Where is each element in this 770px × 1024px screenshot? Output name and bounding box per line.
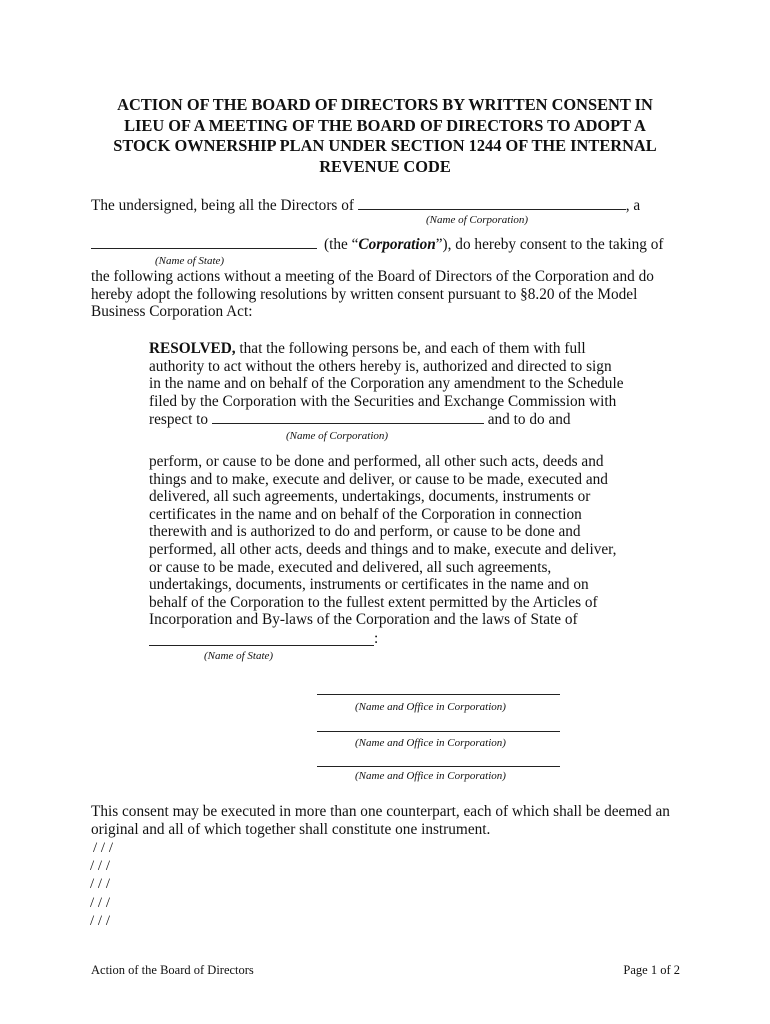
- resolution-state-blank[interactable]: [149, 645, 374, 646]
- resolution-part-1: [149, 340, 669, 429]
- intro-continuation: [91, 268, 691, 321]
- resolution-state-colon: :: [374, 630, 379, 647]
- title-line: ACTION OF THE BOARD OF DIRECTORS BY WRITTEN CONSENT IN: [117, 95, 653, 114]
- closing-text-line: original and all of which together shall constitute one instrument.: [91, 820, 491, 838]
- resolution-text-line: filed by the Corporation with the Securities and Exchange Commission with: [149, 392, 617, 410]
- slash-mark: / / /: [90, 858, 111, 875]
- resolution-text-line: delivered, all such agreements, undertakings, documents, instruments or: [149, 488, 591, 506]
- intro-text-line: Business Corporation Act:: [91, 303, 253, 321]
- document-title: [70, 95, 700, 177]
- corporation-name-caption: (Name of Corporation): [426, 214, 529, 226]
- intro-text-line: the following actions without a meeting of the Board of Directors of the Corporation and do: [91, 268, 654, 285]
- resolution-text-line: in the name and on behalf of the Corporation any amendment to the Schedule: [149, 375, 624, 393]
- intro-lead: The undersigned, being all the Directors of: [91, 197, 354, 214]
- closing-paragraph: [91, 803, 701, 838]
- intro-line-1: [91, 196, 640, 215]
- respect-to-line: [149, 410, 669, 429]
- resolution-first-line-rest: that the following persons be, and each of them with full: [235, 340, 586, 357]
- the-open-text: (the “: [324, 236, 359, 253]
- resolution-text-line: performed, all other acts, deeds and things and to make, execute and deliver,: [149, 540, 617, 558]
- slash-mark: / / /: [90, 912, 111, 929]
- signature-line-3[interactable]: [317, 766, 560, 767]
- closing-text-line: This consent may be executed in more than one counterpart, each of which shall be deemed an: [91, 803, 670, 820]
- intro-text-line: hereby adopt the following resolutions by written consent pursuant to §8.20 of the Model: [91, 285, 638, 303]
- signature-caption-3: (Name and Office in Corporation): [355, 770, 506, 782]
- title-line: LIEU OF A MEETING OF THE BOARD OF DIRECTORS TO ADOPT A: [124, 115, 646, 135]
- slash-mark: / / /: [93, 840, 114, 856]
- title-line: REVENUE CODE: [319, 156, 451, 176]
- resolution-state-caption: (Name of State): [204, 650, 274, 662]
- resolution-part-2: [149, 453, 669, 629]
- slash-mark: / / /: [90, 894, 111, 911]
- resolution-text-line: undertakings, documents, instruments or certificates in the name and on: [149, 576, 589, 594]
- corporation-name-blank[interactable]: [358, 196, 626, 210]
- footer-left: Action of the Board of Directors: [91, 963, 254, 977]
- resolution-text-line: Incorporation and By-laws of the Corporation and the laws of State of: [149, 611, 578, 629]
- resolution-first-line: [149, 340, 669, 358]
- resolution-text-line: perform, or cause to be done and performed, all other such acts, deeds and: [149, 453, 604, 470]
- respect-corporation-blank[interactable]: [212, 410, 484, 424]
- slash-marks: [90, 839, 113, 930]
- signature-line-2[interactable]: [317, 731, 560, 732]
- resolution-text-line: or cause to be made, executed and delivered, all such agreements,: [149, 558, 552, 576]
- intro-a-suffix: , a: [625, 197, 641, 214]
- title-line: STOCK OWNERSHIP PLAN UNDER SECTION 1244 OF THE INTERNAL: [113, 136, 657, 155]
- signature-caption-2: (Name and Office in Corporation): [355, 737, 506, 749]
- state-name-blank[interactable]: [91, 248, 317, 249]
- corporation-term: Corporation: [358, 236, 436, 253]
- footer-page-number: Page 1 of 2: [623, 963, 680, 977]
- resolution-text-line: certificates in the name and on behalf of the Corporation in connection: [149, 505, 582, 523]
- consent-text: ”), do hereby consent to the taking of: [435, 236, 664, 253]
- resolution-text-line: things and to make, execute and deliver, or cause to be made, executed and: [149, 470, 608, 488]
- signature-line-1[interactable]: [317, 694, 560, 695]
- resolution-text-line: behalf of the Corporation to the fullest extent permitted by the Articles of: [149, 593, 598, 611]
- resolution-text-line: authority to act without the others hereby is, authorized and directed to sign: [149, 357, 612, 375]
- resolution-text-line: therewith and is authorized to do and perform, or cause to be done and: [149, 523, 581, 541]
- respect-suffix: and to do and: [487, 411, 571, 429]
- slash-mark: / / /: [90, 876, 111, 893]
- respect-to-text: respect to: [149, 411, 209, 429]
- state-name-caption: (Name of State): [155, 255, 225, 267]
- signature-caption-1: (Name and Office in Corporation): [355, 701, 506, 713]
- respect-corporation-caption: (Name of Corporation): [286, 430, 389, 442]
- intro-line-2: [324, 236, 663, 254]
- resolved-label: RESOLVED,: [149, 340, 236, 357]
